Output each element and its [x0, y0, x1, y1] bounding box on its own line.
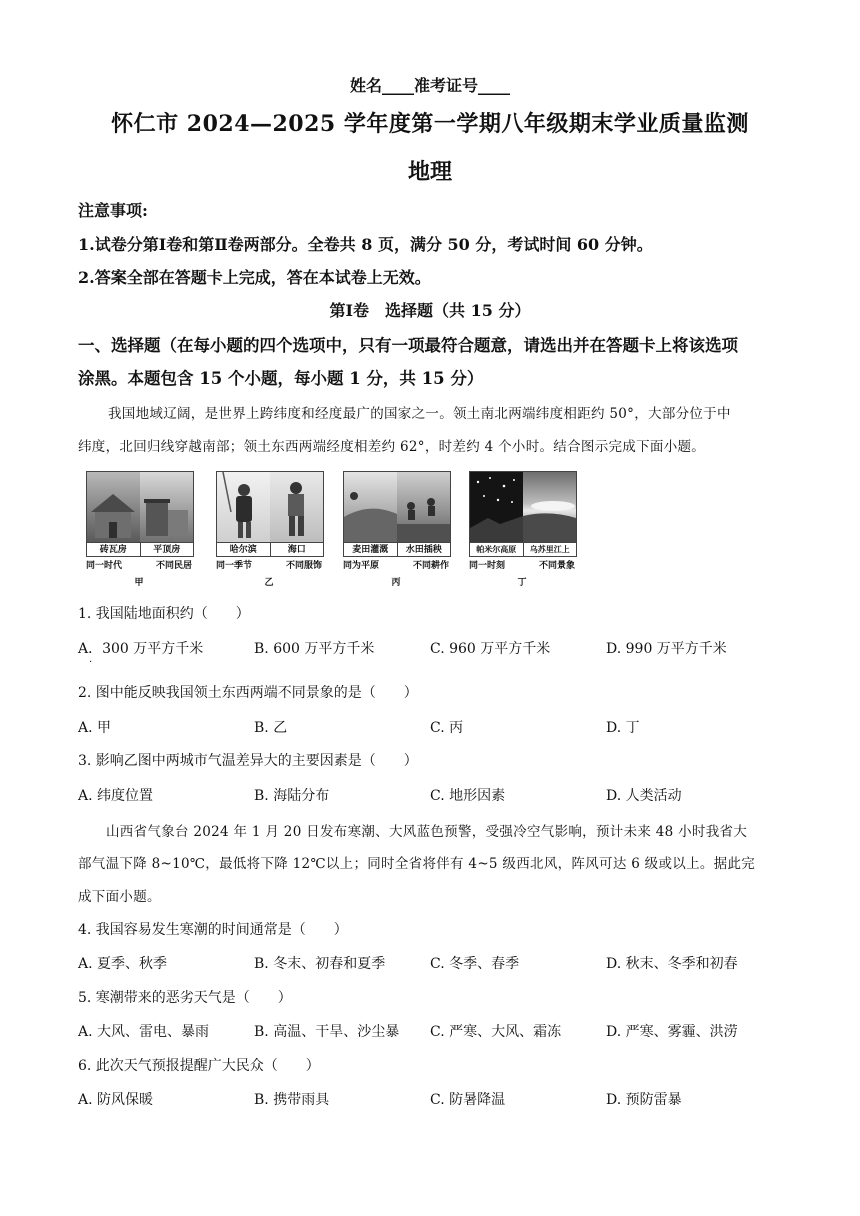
- caption-yi: [216, 558, 322, 571]
- caption-yi-left: 同一季节: [216, 561, 253, 571]
- question-3-stem: 3. 影响乙图中两城市气温差异大的主要因素是（ ）: [78, 753, 418, 769]
- section-title: 第Ⅰ卷 选择题（共 15 分）: [329, 301, 531, 320]
- passage-1-line-1: 我国地域辽阔，是世界上跨纬度和经度最广的国家之一。领土南北两端纬度相距约 50°，大部分位于中: [108, 406, 731, 422]
- q3-option-d: D. 人类活动: [606, 788, 682, 804]
- question-6-stem: 6. 此次天气预报提醒广大民众（ ）: [78, 1058, 320, 1074]
- q2-option-a: A. 甲: [78, 720, 112, 736]
- question-2-stem: 2. 图中能反映我国领土东西两端不同景象的是（ ）: [78, 685, 418, 701]
- panel-bing-labels: [344, 542, 450, 557]
- q1-option-c: C. 960 万平方千米: [430, 641, 551, 657]
- panel-bing: [343, 471, 451, 557]
- photo-flat-roof-house: [140, 472, 193, 542]
- q3-option-a: A. 纬度位置: [78, 788, 154, 804]
- caption-jia-left: 同一时代: [86, 561, 123, 571]
- passage-2-line-3: 成下面小题。: [78, 889, 161, 905]
- caption-bing: [343, 558, 449, 571]
- panel-yi: [216, 471, 324, 557]
- q5-option-b: B. 高温、干旱、沙尘暴: [254, 1024, 400, 1040]
- caption-ding-right: 不同景象: [538, 561, 575, 571]
- caption-jia: [86, 558, 192, 571]
- q2-option-b: B. 乙: [254, 720, 288, 736]
- q5-option-d: D. 严寒、雾霾、洪涝: [606, 1024, 738, 1040]
- exam-title: 怀仁市 2024—2025 学年度第一学期八年级期末学业质量监测: [111, 111, 749, 137]
- q6-option-c: C. 防暑降温: [430, 1092, 506, 1108]
- q4-option-a: A. 夏季、秋季: [78, 956, 168, 972]
- part-one-instruction-line-1: 一、选择题（在每小题的四个选项中，只有一项最符合题意，请选出并在答题卡上将该选项: [78, 336, 738, 355]
- passage-1-line-2: 纬度，北回归线穿越南部；领土东西两端经度相差约 62°，时差约 4 个小时。结合图示完成下面小题。: [78, 439, 706, 455]
- q3-option-b: B. 海陆分布: [254, 788, 330, 804]
- question-4-stem: 4. 我国容易发生寒潮的时间通常是（ ）: [78, 922, 348, 938]
- panel-ding-labels: [470, 542, 576, 557]
- q6-option-a: A. 防风保暖: [78, 1092, 154, 1108]
- q1-option-a: A．300 万平方千米: [78, 641, 204, 657]
- q6-option-d: D. 预防雷暴: [606, 1092, 682, 1108]
- q2-option-d: D. 丁: [606, 720, 640, 736]
- question-5-stem: 5. 寒潮带来的恶劣天气是（ ）: [78, 990, 292, 1006]
- part-one-instruction-line-2: 涂黑。本题包含 15 个小题，每小题 1 分，共 15 分）: [78, 369, 484, 388]
- label-haikou: 海口: [270, 543, 324, 557]
- label-rice-transplanting: 水田插秧: [397, 543, 451, 557]
- caption-yi-right: 不同服饰: [285, 561, 322, 571]
- label-wheat-irrigation: 麦田灌溉: [352, 545, 389, 555]
- panel-letter-ding: 丁: [517, 578, 527, 588]
- q6-option-b: B. 携带雨具: [254, 1092, 330, 1108]
- photo-brick-house: [87, 472, 140, 542]
- caption-bing-left: 同为平原: [343, 561, 380, 571]
- q5-option-a: A. 大风、雷电、暴雨: [78, 1024, 210, 1040]
- caption-ding-left: 同一时刻: [469, 561, 506, 571]
- caption-jia-right: 不同民居: [155, 561, 192, 571]
- label-harbin: 哈尔滨: [229, 545, 257, 555]
- panel-ding: [469, 471, 577, 557]
- q3-option-c: C. 地形因素: [430, 788, 506, 804]
- q2-option-c: C. 丙: [430, 720, 464, 736]
- q5-option-c: C. 严寒、大风、霜冻: [430, 1024, 562, 1040]
- caption-ding: [469, 558, 575, 571]
- q1-option-d: D. 990 万平方千米: [606, 641, 727, 657]
- name-exam-id-line: 姓名____准考证号____: [349, 76, 510, 95]
- question-1-stem: 1. 我国陆地面积约（ ）: [78, 606, 250, 622]
- q4-option-b: B. 冬末、初春和夏季: [254, 956, 386, 972]
- q4-option-d: D. 秋末、冬季和初春: [606, 956, 738, 972]
- subject-title: 地理: [407, 159, 452, 185]
- emphasis-dot: ·: [89, 657, 93, 668]
- q1-option-b: B. 600 万平方千米: [254, 641, 375, 657]
- label-brick-house: 砖瓦房: [99, 545, 127, 555]
- photo-wheat-irrigation: [344, 472, 397, 542]
- photo-wusuli-river: [523, 472, 576, 542]
- passage-2-line-2: 部气温下降 8~10℃，最低将下降 12℃以上；同时全省将伴有 4~5 级西北风，阵风可达 6 级或以上。据此完: [78, 856, 756, 872]
- photo-haikou-person: [270, 472, 323, 542]
- panel-letter-yi: 乙: [264, 578, 274, 588]
- notice-item-2: 2.答案全部在答题卡上完成，答在本试卷上无效。: [78, 268, 431, 287]
- photo-pamir-night: [470, 472, 523, 542]
- label-wusuli: 乌苏里江上: [523, 543, 577, 557]
- q4-option-c: C. 冬季、春季: [430, 956, 520, 972]
- notice-item-1: 1.试卷分第Ⅰ卷和第Ⅱ卷两部分。全卷共 8 页，满分 50 分，考试时间 60 分钟。: [78, 235, 653, 254]
- photo-rice-transplanting: [397, 472, 450, 542]
- label-flat-roof-house: 平顶房: [140, 543, 194, 557]
- passage-2-line-1: 山西省气象台 2024 年 1 月 20 日发布寒潮、大风蓝色预警，受强冷空气影响，预计未来 48 小时我省大: [106, 824, 748, 840]
- notice-heading: 注意事项:: [78, 201, 148, 220]
- panel-letter-jia: 甲: [134, 578, 144, 588]
- panel-letter-bing: 丙: [391, 578, 401, 588]
- panel-yi-labels: [217, 542, 323, 557]
- label-pamir: 帕米尔高原: [476, 545, 517, 554]
- panel-jia: [86, 471, 194, 557]
- caption-bing-right: 不同耕作: [412, 561, 449, 571]
- photo-harbin-person: [217, 472, 270, 542]
- panel-jia-labels: [87, 542, 193, 557]
